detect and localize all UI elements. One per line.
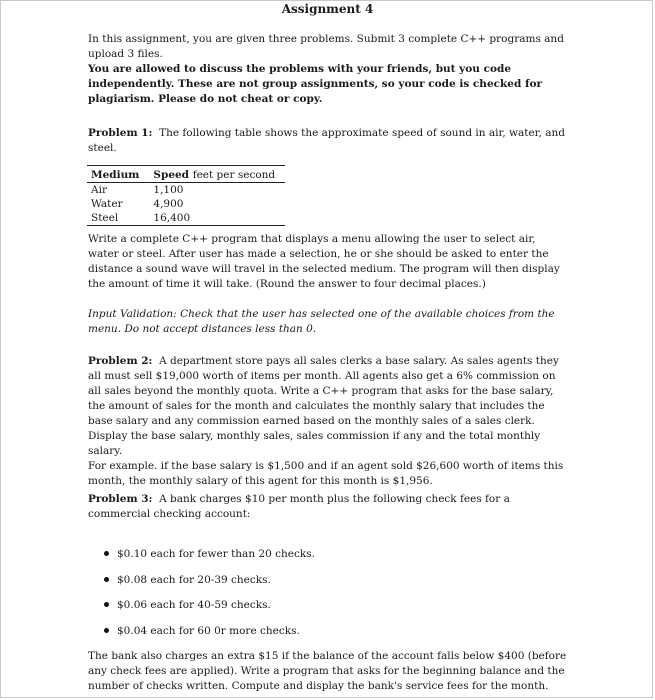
list-item: $0.10 each for fewer than 20 checks. xyxy=(104,547,315,573)
bullet-icon xyxy=(104,628,109,633)
problem3-body xyxy=(88,649,569,694)
list-item: $0.08 each for 20-39 checks. xyxy=(104,573,315,599)
problem1-validation xyxy=(88,307,569,337)
problem2-body-text: A department store pays all sales clerks a base salary. As sales agents they all must sell $19,000 worth of items per month. All agents also get a 6% commission on all sales beyond the monthly quota. Write a C++ program that asks for the base salary, the amount of sales for the month and calculates the monthly salary that includes the base salary and any commission earned based on the monthly sales of a sales clerk. Display the base salary, monthly sales, sales commission if any and the total monthly salary. xyxy=(88,355,559,457)
speed-cell: 4,900 xyxy=(153,198,184,210)
problem2-example xyxy=(88,459,569,489)
problem1-body-text: Write a complete C++ program that displays a menu allowing the user to select air, water or steel. After user has made a selection, he or she should be asked to enter the distance a sound wave will travel in the selected medium. The program will then display the amount of time it will take. (Round the answer to four decimal places.) xyxy=(88,233,560,290)
speed-cell: 1,100 xyxy=(153,184,184,196)
page-title: Assignment 4 xyxy=(281,2,374,16)
problem2-section xyxy=(88,354,569,459)
table-row xyxy=(87,197,285,211)
medium-cell: Water xyxy=(91,198,123,210)
table-header-row xyxy=(87,166,285,183)
speed-cell: 16,400 xyxy=(149,211,285,226)
problem3-body-text: The bank also charges an extra $15 if the balance of the account falls below $400 (before any check fees are applied). Write a program that asks for the beginning balance and the number of checks written. Compute and display the bank's service fees for the month. xyxy=(88,650,567,692)
example-text: For example. if the base salary is $1,500 and if an agent sold $26,600 worth of items this month, the monthly salary of this agent for this month is $1,956. xyxy=(88,460,564,487)
intro-section xyxy=(88,32,569,107)
list-item: $0.04 each for 60 0r more checks. xyxy=(104,624,315,650)
problem3-intro-text: A bank charges $10 per month plus the following check fees for a commercial checking account: xyxy=(88,493,510,520)
speed-table xyxy=(87,165,285,226)
check-fee-list xyxy=(104,547,315,649)
plagiarism-warning: You are allowed to discuss the problems with your friends, but you code independently. These are not group assignments, so your code is checked for plagiarism. Please do not cheat or copy. xyxy=(88,63,543,105)
bullet-icon xyxy=(104,577,109,582)
speed-unit: feet per second xyxy=(192,169,276,181)
intro-text: In this assignment, you are given three problems. Submit 3 complete C++ programs and upload 3 files. xyxy=(88,33,564,60)
table-row xyxy=(87,183,285,198)
problem3-heading: Problem 3: xyxy=(88,493,153,505)
problem1-intro xyxy=(88,126,569,156)
medium-cell: Steel xyxy=(87,211,149,226)
bullet-icon xyxy=(104,602,109,607)
column-header-speed: Speed feet per second xyxy=(149,166,285,183)
problem1-heading: Problem 1: xyxy=(88,127,153,139)
column-header-medium: Medium xyxy=(87,166,149,183)
problem2-heading: Problem 2: xyxy=(88,355,153,367)
problem3-intro xyxy=(88,492,569,522)
bullet-icon xyxy=(104,551,109,556)
list-item: $0.06 each for 40-59 checks. xyxy=(104,598,315,624)
problem1-body xyxy=(88,232,569,292)
problem1-intro-text: The following table shows the approximate speed of sound in air, water, and steel. xyxy=(88,127,565,154)
table-row xyxy=(87,211,285,226)
validation-text: Input Validation: Check that the user has selected one of the available choices from the menu. Do not accept distances less than 0. xyxy=(88,308,555,335)
medium-cell: Air xyxy=(91,184,107,196)
